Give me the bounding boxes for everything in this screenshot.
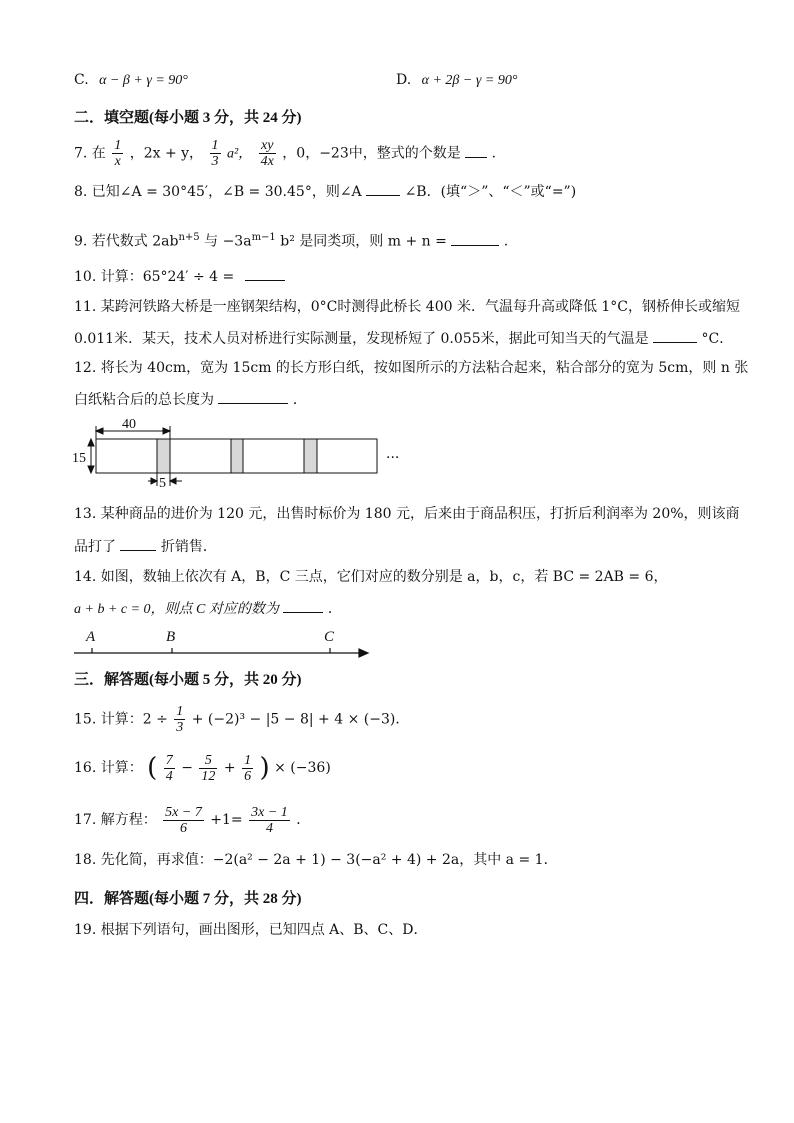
q17-mid: +1= bbox=[210, 812, 243, 828]
option-d-expr: α + 2β − γ = 90° bbox=[421, 73, 518, 88]
question-13-line-2 bbox=[74, 536, 217, 557]
overlap-region-2 bbox=[231, 439, 243, 473]
point-b-label: B bbox=[166, 629, 176, 645]
q17-end: ． bbox=[296, 812, 311, 828]
q8-answer-blank[interactable] bbox=[366, 181, 400, 196]
q12-answer-blank[interactable] bbox=[218, 389, 288, 404]
q16-frac-3: $\frac{1}{6}$ bbox=[244, 752, 252, 784]
option-c-expr: α − β + γ = 90° bbox=[99, 73, 188, 88]
q16-op-1: − bbox=[181, 760, 193, 776]
q7-frac-1: $\frac{1}{x}$ bbox=[114, 138, 122, 169]
question-8 bbox=[74, 181, 576, 202]
q11-text: 0.011米．某天，技术人员对桥进行实际测量，发现桥短了 0.055米，据此可知当天的气温是 bbox=[74, 331, 649, 347]
question-11-line-1: 11. 某跨河铁路大桥是一座钢架结构，0°C时测得此桥长 400 米．气温每升高或降低 1°C，钢桥伸长或缩短 bbox=[74, 299, 741, 315]
question-18: 18. 先化简，再求值：−2(a² − 2a + 1) − 3(−a² + 4) + 2a，其中 a = 1． bbox=[74, 852, 558, 868]
q7-end: . bbox=[491, 145, 497, 162]
figure-length-label: 40 bbox=[122, 417, 136, 432]
q16-frac-1: $\frac{7}{4}$ bbox=[165, 752, 173, 784]
q7-frac-4: $\frac{xy}{4x}$ bbox=[260, 138, 274, 169]
option-d bbox=[396, 70, 517, 91]
section-fill-in-title: 二．填空题(每小题 3 分，共 24 分) bbox=[74, 110, 302, 126]
q9-end: . bbox=[503, 233, 509, 250]
question-15 bbox=[74, 704, 409, 735]
q16-op-2: + bbox=[223, 760, 236, 776]
question-16: 16. 计算： ( $\frac{7}{4}$ − $\frac{5}{12}$ + $\frac{1}{6}$ ) × (−36) bbox=[74, 752, 331, 784]
question-14-line-2 bbox=[74, 598, 342, 620]
overlap-region-1 bbox=[157, 439, 170, 473]
q17-prefix: 17. 解方程： bbox=[74, 812, 157, 828]
overlap-region-3 bbox=[304, 439, 317, 473]
q15-part-b: + (−2)³ − |5 − 8| + 4 × (−3)． bbox=[191, 711, 410, 728]
q10-text: 10. 计算：65°24′ ÷ 4 = bbox=[74, 269, 235, 285]
figure-ellipsis: ··· bbox=[386, 450, 400, 466]
point-a-label: A bbox=[86, 629, 96, 645]
question-9 bbox=[74, 228, 508, 252]
option-d-label: D. bbox=[396, 72, 412, 88]
option-c bbox=[74, 70, 188, 91]
q7-answer-blank[interactable] bbox=[465, 143, 487, 158]
q12-end: ． bbox=[292, 392, 307, 408]
q16-tail: × (−36) bbox=[274, 760, 331, 776]
q13-answer-blank[interactable] bbox=[120, 536, 156, 551]
q11-answer-blank[interactable] bbox=[653, 328, 697, 343]
question-12-line-2 bbox=[74, 389, 307, 410]
q9-answer-blank[interactable] bbox=[451, 231, 499, 246]
q9-part-c: b² 是同类项，则 m + n = bbox=[280, 233, 447, 250]
question-7 bbox=[74, 138, 496, 170]
question-17 bbox=[74, 804, 310, 836]
q7-prefix: 7. 在 bbox=[74, 145, 106, 162]
q13-text-b: 折销售． bbox=[160, 539, 217, 555]
q16-prefix: 16. 计算： bbox=[74, 760, 143, 776]
question-12-line-1: 12. 将长为 40cm，宽为 15cm 的长方形白纸，按如图所示的方法粘合起来，粘合部分的宽为 5cm，则 n 张 bbox=[74, 360, 749, 376]
question-19: 19. 根据下列语句，画出图形，已知四点 A、B、C、D． bbox=[74, 922, 428, 938]
q15-frac: $\frac{1}{3}$ bbox=[176, 704, 184, 735]
q9-part-a: 9. 若代数式 2ab bbox=[74, 233, 179, 250]
q7-tail: ，0，−23中，整式的个数是 bbox=[282, 145, 461, 162]
q11-unit: °C． bbox=[701, 331, 734, 347]
question-13-line-1: 13. 某种商品的进价为 120 元，出售时标价为 180 元，后来由于商品积压，打折后利润率为 20%，则该商 bbox=[74, 506, 740, 522]
q13-text-a: 品打了 bbox=[74, 539, 116, 555]
q9-sup-b: m−1 bbox=[251, 232, 276, 243]
question-11-line-2 bbox=[74, 328, 733, 349]
q14-answer-blank[interactable] bbox=[283, 598, 323, 613]
q10-answer-blank[interactable] bbox=[245, 266, 285, 281]
section-solve-title-4: 四．解答题(每小题 7 分，共 28 分) bbox=[74, 891, 302, 907]
q8-text: 8. 已知∠A = 30°45′，∠B = 30.45°，则∠A bbox=[74, 184, 362, 200]
paper-strips-outline bbox=[96, 439, 377, 473]
point-c-label: C bbox=[324, 629, 335, 645]
figure-overlap-label: 5 bbox=[159, 476, 166, 491]
q16-frac-2: $\frac{5}{12}$ bbox=[201, 752, 216, 784]
q8-tail: ∠B．(填“＞”、“＜”或“=”) bbox=[404, 184, 577, 200]
q7-expr-2: ，2x + y， bbox=[129, 145, 204, 162]
q12-text: 白纸粘合后的总长度为 bbox=[74, 392, 214, 408]
q17-frac-right: $\frac{3x - 1}{4}$ bbox=[251, 804, 288, 836]
section-solve-title-3: 三．解答题(每小题 5 分，共 20 分) bbox=[74, 672, 302, 688]
figure-width-label: 15 bbox=[72, 451, 86, 466]
option-c-label: C. bbox=[74, 72, 89, 88]
q15-part-a: 15. 计算：2 ÷ bbox=[74, 711, 168, 728]
q9-sup-a: n+5 bbox=[178, 232, 200, 243]
question-10 bbox=[74, 266, 285, 287]
q14-end: ． bbox=[327, 601, 342, 617]
q14-text: a + b + c = 0，则点 C 对应的数为 bbox=[74, 602, 279, 617]
q17-frac-left: $\frac{5x - 7}{6}$ bbox=[165, 804, 202, 836]
q7-frac-3: $\frac{1}{3}$ bbox=[211, 138, 219, 169]
q9-part-b: 与 −3a bbox=[204, 233, 252, 250]
question-14-line-1: 14. 如图，数轴上依次有 A，B，C 三点，它们对应的数分别是 a，b，c，若 BC = 2AB = 6， bbox=[74, 569, 668, 585]
number-line-arrow bbox=[359, 649, 368, 657]
q7-expr-3: a²， bbox=[226, 146, 253, 162]
